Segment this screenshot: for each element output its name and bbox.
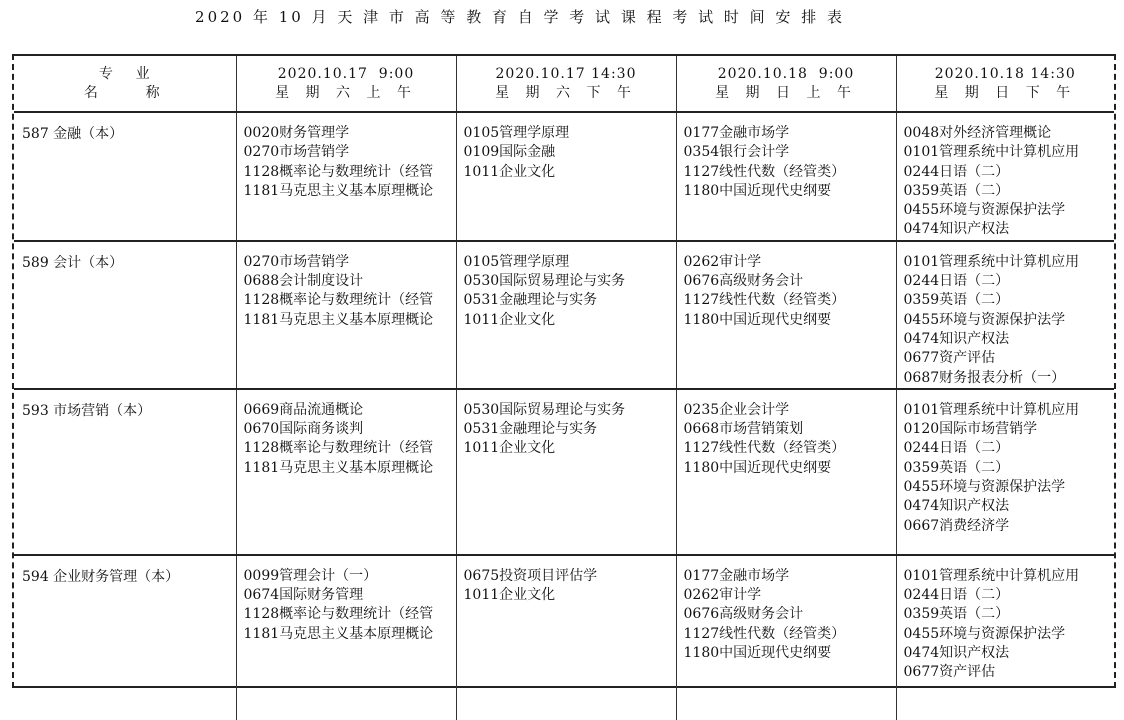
session-cell xyxy=(676,555,896,720)
course-item: 1011企业文化 xyxy=(463,587,556,604)
course-item: 0455环境与资源保护法学 xyxy=(903,625,1066,642)
session-cell xyxy=(456,555,676,720)
course-item: 0474知识产权法 xyxy=(903,645,1010,662)
course-list xyxy=(457,390,676,459)
course-item: 0262审计学 xyxy=(683,587,762,604)
course-item: 0667消费经济学 xyxy=(903,517,1010,534)
course-list xyxy=(897,113,1115,240)
course-list xyxy=(457,242,676,330)
course-item: 0455环境与资源保护法学 xyxy=(903,202,1066,219)
course-item: 0244日语（二） xyxy=(903,163,1010,180)
session-datetime: 2020.10.17 9:00 xyxy=(277,65,415,82)
session-cell xyxy=(676,389,896,555)
course-list xyxy=(677,556,896,663)
header-major-line2: 名 称 xyxy=(83,84,166,101)
course-list xyxy=(677,390,896,478)
course-list xyxy=(897,242,1115,388)
course-item: 0235企业会计学 xyxy=(683,401,790,418)
course-item: 0109国际金融 xyxy=(463,144,556,161)
course-item: 0677资产评估 xyxy=(903,664,996,681)
session-day: 星 期 日 上 午 xyxy=(715,84,857,101)
course-item: 0359英语（二） xyxy=(903,459,1010,476)
course-item: 0531金融理论与实务 xyxy=(463,292,598,309)
course-item: 0676高级财务会计 xyxy=(683,606,804,623)
session-cell xyxy=(236,241,456,389)
major-name: 589 会计（本） xyxy=(14,241,236,389)
course-item: 1180中国近现代史纲要 xyxy=(683,645,832,662)
course-item: 0177金融市场学 xyxy=(683,125,790,141)
course-list xyxy=(457,113,676,182)
course-item: 0455环境与资源保护法学 xyxy=(903,479,1066,496)
major-name: 593 市场营销（本） xyxy=(14,389,236,555)
course-item: 0474知识产权法 xyxy=(903,498,1010,515)
course-item: 0354银行会计学 xyxy=(683,144,790,161)
course-item: 0048对外经济管理概论 xyxy=(903,125,1052,141)
session-cell xyxy=(456,112,676,241)
session-cell xyxy=(236,555,456,720)
course-item: 1128概率论与数理统计（经管 xyxy=(243,440,434,457)
course-item: 0270市场营销学 xyxy=(243,144,350,161)
course-item: 0530国际贸易理论与实务 xyxy=(463,273,626,290)
course-item: 1181马克思主义基本原理概论 xyxy=(243,459,434,476)
course-item: 0105管理学原理 xyxy=(463,125,570,141)
course-item: 1127线性代数（经管类） xyxy=(683,440,846,457)
session-cell xyxy=(896,241,1114,389)
course-list xyxy=(897,390,1115,536)
session-cell xyxy=(236,389,456,555)
course-item: 0101管理系统中计算机应用 xyxy=(903,253,1080,270)
course-item: 1181马克思主义基本原理概论 xyxy=(243,182,434,199)
course-list xyxy=(677,242,896,330)
table-row xyxy=(14,112,1114,241)
course-item: 0687财务报表分析（一） xyxy=(903,369,1066,386)
header-session-1 xyxy=(236,56,456,112)
session-cell xyxy=(236,112,456,241)
header-row xyxy=(14,56,1114,112)
course-item: 0668市场营销策划 xyxy=(683,421,804,438)
course-item: 0244日语（二） xyxy=(903,440,1010,457)
course-item: 1011企业文化 xyxy=(463,163,556,180)
session-cell xyxy=(676,241,896,389)
session-cell xyxy=(896,112,1114,241)
table-row xyxy=(14,241,1114,389)
session-cell xyxy=(456,241,676,389)
session-datetime: 2020.10.17 14:30 xyxy=(495,65,637,82)
header-session-4 xyxy=(896,56,1114,112)
course-item: 1180中国近现代史纲要 xyxy=(683,459,832,476)
session-datetime: 2020.10.18 14:30 xyxy=(934,65,1076,82)
course-item: 1011企业文化 xyxy=(463,311,556,328)
session-cell xyxy=(676,112,896,241)
course-item: 1180中国近现代史纲要 xyxy=(683,182,832,199)
course-item: 1128概率论与数理统计（经管 xyxy=(243,292,434,309)
course-item: 0244日语（二） xyxy=(903,273,1010,290)
course-list xyxy=(237,242,456,330)
course-item: 0688会计制度设计 xyxy=(243,273,364,290)
course-item: 1128概率论与数理统计（经管 xyxy=(243,163,434,180)
course-item: 0120国际市场营销学 xyxy=(903,421,1038,438)
major-name: 587 金融（本） xyxy=(14,112,236,241)
course-item: 0474知识产权法 xyxy=(903,221,1010,238)
course-item: 0177金融市场学 xyxy=(683,567,790,584)
course-item: 0359英语（二） xyxy=(903,292,1010,309)
header-major-line1: 专 业 xyxy=(98,65,151,82)
course-item: 1180中国近现代史纲要 xyxy=(683,311,832,328)
session-day: 星 期 日 下 午 xyxy=(934,84,1077,101)
course-list xyxy=(677,113,896,201)
course-item: 0674国际财务管理 xyxy=(243,587,364,604)
course-item: 1127线性代数（经管类） xyxy=(683,292,846,309)
course-item: 0244日语（二） xyxy=(903,587,1010,604)
table-row xyxy=(14,555,1114,720)
course-item: 0359英语（二） xyxy=(903,182,1010,199)
table-row xyxy=(14,389,1114,555)
course-item: 0020财务管理学 xyxy=(243,125,350,141)
course-item: 0675投资项目评估学 xyxy=(463,567,598,584)
course-item: 1181马克思主义基本原理概论 xyxy=(243,625,434,642)
course-item: 0105管理学原理 xyxy=(463,253,570,270)
course-item: 1127线性代数（经管类） xyxy=(683,625,846,642)
session-day: 星 期 六 下 午 xyxy=(495,84,637,101)
course-item: 0531金融理论与实务 xyxy=(463,421,598,438)
course-item: 1127线性代数（经管类） xyxy=(683,163,846,180)
course-item: 0101管理系统中计算机应用 xyxy=(903,144,1080,161)
course-item: 0677资产评估 xyxy=(903,350,996,367)
session-cell xyxy=(896,555,1114,720)
major-name: 594 企业财务管理（本） xyxy=(22,568,180,585)
course-item: 0530国际贸易理论与实务 xyxy=(463,401,626,418)
course-item: 0262审计学 xyxy=(683,253,762,270)
session-datetime: 2020.10.18 9:00 xyxy=(717,65,855,82)
session-day: 星 期 六 上 午 xyxy=(275,84,417,101)
course-item: 0669商品流通概论 xyxy=(243,401,364,418)
course-item: 0455环境与资源保护法学 xyxy=(903,311,1066,328)
course-list xyxy=(897,556,1115,683)
session-cell xyxy=(456,389,676,555)
course-item: 0101管理系统中计算机应用 xyxy=(903,567,1080,584)
session-cell xyxy=(896,389,1114,555)
header-session-2 xyxy=(456,56,676,112)
course-item: 0474知识产权法 xyxy=(903,330,1010,347)
schedule-table xyxy=(14,56,1114,720)
course-item: 0101管理系统中计算机应用 xyxy=(903,401,1080,418)
course-item: 0270市场营销学 xyxy=(243,253,350,270)
header-major xyxy=(14,56,236,112)
header-session-3 xyxy=(676,56,896,112)
course-item: 0099管理会计（一） xyxy=(243,567,378,584)
page-title: 2020 年 10 月 天 津 市 高 等 教 育 自 学 考 试 课 程 考 试 时 间 安 排 表 xyxy=(195,8,845,26)
course-item: 1181马克思主义基本原理概论 xyxy=(243,311,434,328)
course-list xyxy=(237,390,456,478)
course-list xyxy=(237,113,456,201)
course-item: 1128概率论与数理统计（经管 xyxy=(243,606,434,623)
course-item: 0676高级财务会计 xyxy=(683,273,804,290)
course-list xyxy=(237,556,456,644)
course-list xyxy=(457,556,676,606)
course-item: 1011企业文化 xyxy=(463,440,556,457)
schedule-table-frame xyxy=(12,54,1116,688)
course-item: 0359英语（二） xyxy=(903,606,1010,623)
course-item: 0670国际商务谈判 xyxy=(243,421,364,438)
